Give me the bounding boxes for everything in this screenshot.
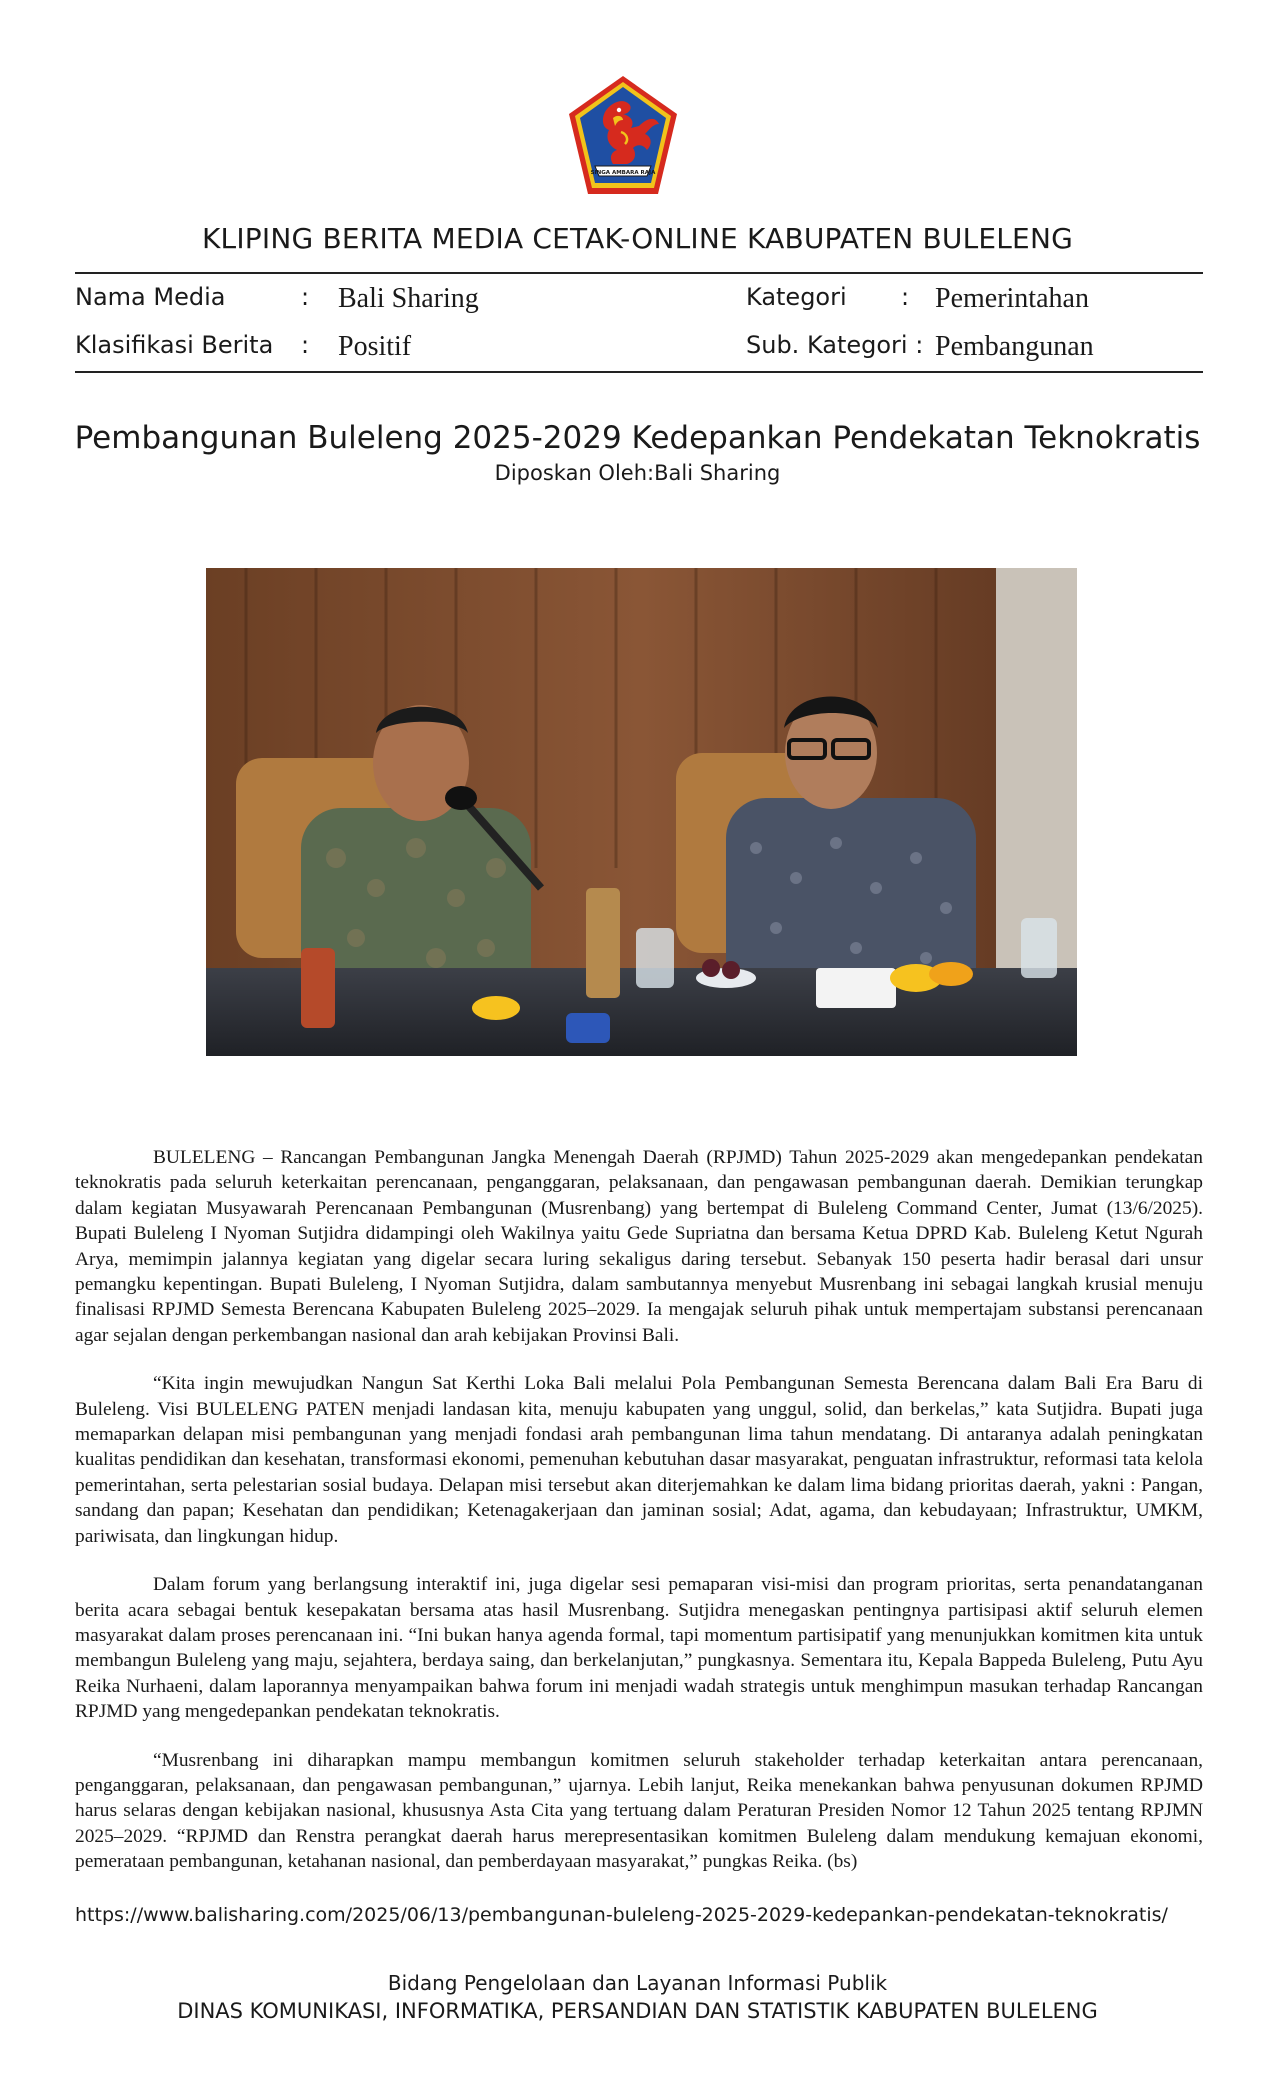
article-title: Pembangunan Buleleng 2025-2029 Kedepankan Pendekatan Teknokratis bbox=[74, 420, 1201, 456]
footer-division: Bidang Pengelolaan dan Layanan Informasi Publik bbox=[387, 1971, 888, 1995]
article-body bbox=[75, 1145, 1203, 1898]
header-bottom-rule bbox=[75, 371, 1203, 373]
sub-kategori-label: Sub. Kategori : bbox=[746, 331, 924, 359]
meeting-photo bbox=[206, 568, 1077, 1056]
crest-motto: SINGA AMBARA RAJA bbox=[590, 170, 656, 176]
article-paragraph-1: BULELENG – Rancangan Pembangunan Jangka Menengah Daerah (RPJMD) Tahun 2025-2029 akan mengedepankan pendekatan teknokratis pada seluruh keterkaitan perencanaan, penganggaran, pelaksanaan, dan pengawasan pembangunan daerah. Demikian terungkap dalam kegiatan Musyawarah Perencanaan Pembangunan (Musrenbang) yang bertempat di Buleleng Command Center, Jumat (13/6/2025). Bupati Buleleng I Nyoman Sutjidra didampingi oleh Wakilnya yaitu Gede Supriatna dan bersama Ketua DPRD Kab. Buleleng Ketut Ngurah Arya, memimpin jalannya kegiatan yang digelar secara luring sekaligus daring tersebut. Sebanyak 150 peserta hadir berasal dari unsur pemangku kepentingan. Bupati Buleleng, I Nyoman Sutjidra, dalam sambutannya menyebut Musrenbang ini sebagai langkah krusial menuju finalisasi RPJMD Semesta Berencana Kabupaten Buleleng 2025–2029. Ia mengajak seluruh pihak untuk mempertajam substansi perencanaan agar sejalan dengan perkembangan nasional dan arah kebijakan Provinsi Bali. bbox=[75, 1147, 1203, 1346]
kategori-colon: : bbox=[901, 283, 910, 311]
source-url: https://www.balisharing.com/2025/06/13/pembangunan-buleleng-2025-2029-kedepankan-pendekatan-teknokratis/ bbox=[75, 1904, 1168, 1926]
klasifikasi-colon: : bbox=[301, 331, 310, 359]
article-paragraph-4: “Musrenbang ini diharapkan mampu membangun komitmen seluruh stakeholder terhadap keterkaitan antara perencanaan, penganggaran, pelaksanaan, dan pengawasan pembangunan,” ujarnya. Lebih lanjut, Reika menekankan bahwa penyusunan dokumen RPJMD harus selaras dengan kebijakan nasional, khususnya Asta Cita yang tertuang dalam Peraturan Presiden Nomor 12 Tahun 2025 tentang RPJMN 2025–2029. “RPJMD dan Renstra perangkat daerah harus merepresentasikan komitmen Buleleng dalam mendukung kemajuan ekonomi, pemerataan pembangunan, ketahanan nasional, dan pemberdayaan masyarakat,” pungkas Reika. (bs) bbox=[75, 1749, 1203, 1873]
kabupaten-buleleng-crest-icon bbox=[565, 74, 681, 198]
nama-media-colon: : bbox=[301, 283, 310, 311]
article-paragraph-3: Dalam forum yang berlangsung interaktif ini, juga digelar sesi pemaparan visi-misi dan program prioritas, serta penandatanganan berita acara sebagai bentuk kesepakatan bersama atas hasil Musrenbang. Sutjidra menegaskan pentingnya partisipasi aktif seluruh elemen masyarakat dalam proses perencanaan ini. “Ini bukan hanya agenda formal, tapi momentum partisipatif yang menunjukkan komitmen kita untuk membangun Buleleng yang maju, sejahtera, berdaya saing, dan berkelanjutan,” pungkasnya. Sementara itu, Kepala Bappeda Buleleng, Putu Ayu Reika Nurhaeni, dalam laporannya menyampaikan bahwa forum ini menjadi wadah strategis untuk menghimpun masukan terhadap Rancangan RPJMD yang mengedepankan pendekatan teknokratis. bbox=[75, 1574, 1203, 1723]
footer-agency: DINAS KOMUNIKASI, INFORMATIKA, PERSANDIAN DAN STATISTIK KABUPATEN BULELENG bbox=[177, 1999, 1098, 2023]
kategori-value: Pemerintahan bbox=[935, 283, 1089, 314]
article-paragraph-2: “Kita ingin mewujudkan Nangun Sat Kerthi Loka Bali melalui Pola Pembangunan Semesta Berencana dalam Bali Era Baru di Buleleng. Visi BULELENG PATEN menjadi landasan kita, menuju kabupaten yang unggul, solid, dan berkelas,” kata Sutjidra. Bupati juga memaparkan delapan misi pembangunan yang menjadi fondasi arah pembangunan lima tahun mendatang. Di antaranya adalah peningkatan kualitas pendidikan dan kesehatan, transformasi ekonomi, pemenuhan kebutuhan dasar masyarakat, penguatan infrastruktur, reformasi tata kelola pemerintahan, serta pelestarian sosial budaya. Delapan misi tersebut akan diterjemahkan ke dalam lima bidang prioritas daerah, yakni : Pangan, sandang dan papan; Kesehatan dan pendidikan; Ketenagakerjaan dan jaminan sosial; Adat, agama, dan kebudayaan; Infrastruktur, UMKM, pariwisata, dan lingkungan hidup. bbox=[75, 1373, 1203, 1547]
nama-media-label: Nama Media bbox=[75, 283, 226, 311]
clipping-header-title: KLIPING BERITA MEDIA CETAK-ONLINE KABUPATEN BULELENG bbox=[201, 222, 1073, 255]
klasifikasi-label: Klasifikasi Berita bbox=[75, 331, 274, 359]
klasifikasi-value: Positif bbox=[338, 331, 412, 362]
kategori-label: Kategori bbox=[746, 283, 847, 311]
sub-kategori-value: Pembangunan bbox=[935, 331, 1094, 362]
nama-media-value: Bali Sharing bbox=[338, 283, 479, 314]
article-byline: Diposkan Oleh:Bali Sharing bbox=[494, 461, 781, 485]
header-top-rule bbox=[75, 272, 1203, 274]
